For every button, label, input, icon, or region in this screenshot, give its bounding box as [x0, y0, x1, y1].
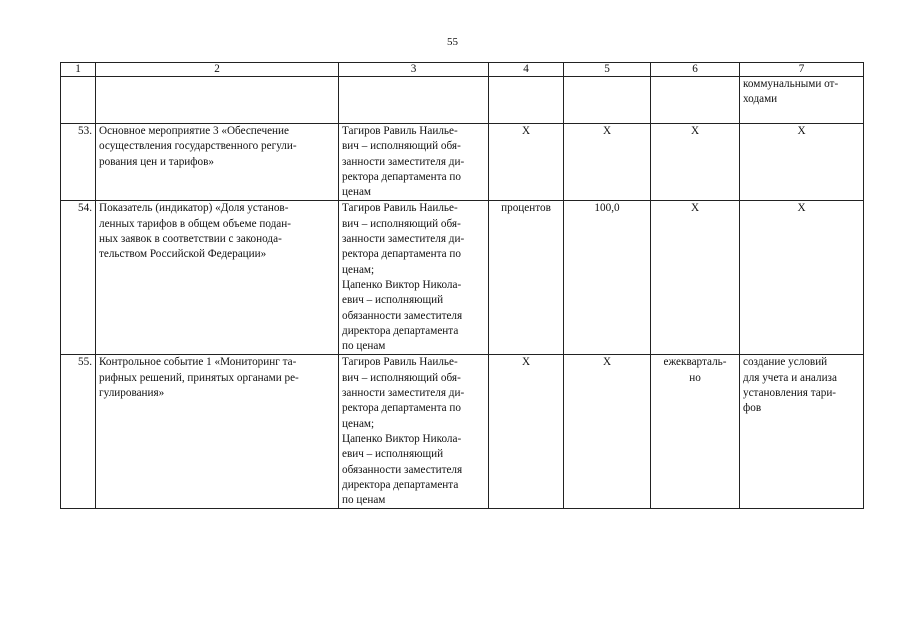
period-cell — [651, 77, 740, 124]
cell-line: Х — [797, 202, 806, 215]
cell-line: тельством Российской Федерации» — [99, 248, 267, 261]
responsible-cell — [339, 355, 489, 509]
unit-cell: Х — [489, 124, 564, 201]
responsible-cell — [339, 77, 489, 124]
cell-line: директора департамента — [342, 324, 459, 337]
cell-line: по ценам — [342, 340, 386, 353]
period-cell — [651, 201, 740, 355]
cell-line: обязанности заместителя — [342, 463, 463, 476]
column-header: 4 — [489, 63, 564, 77]
cell-line: вич – исполняющий обя- — [342, 217, 461, 230]
cell-line: Тагиров Равиль Наилье- — [342, 356, 458, 369]
row-number: 55. — [61, 355, 96, 509]
cell-line: для учета и анализа — [743, 371, 837, 384]
cell-line: фов — [743, 402, 762, 415]
result-cell — [740, 201, 864, 355]
event-name-cell — [96, 77, 339, 124]
cell-line: по ценам — [342, 494, 386, 507]
cell-line: Тагиров Равиль Наилье- — [342, 202, 458, 215]
cell-line: Тагиров Равиль Наилье- — [342, 125, 458, 137]
row-number: 54. — [61, 201, 96, 355]
responsible-cell — [339, 201, 489, 355]
cell-line: занности заместителя ди- — [342, 233, 465, 246]
unit-cell — [489, 77, 564, 124]
table-row — [61, 124, 864, 201]
cell-line: коммунальными от- — [743, 78, 839, 90]
cell-line: Контрольное событие 1 «Мониторинг та- — [99, 356, 297, 369]
result-cell — [740, 124, 864, 201]
cell-line: вич – исполняющий обя- — [342, 371, 461, 384]
event-name-cell — [96, 355, 339, 509]
column-header: 5 — [564, 63, 651, 77]
cell-line: ценам; — [342, 263, 375, 276]
column-header: 6 — [651, 63, 740, 77]
row-number: 53. — [61, 124, 96, 201]
cell-line: но — [689, 371, 701, 384]
cell-line: ценам — [342, 186, 371, 199]
cell-line: ректора департамента по — [342, 170, 461, 183]
cell-line: занности заместителя ди- — [342, 155, 465, 168]
column-header: 2 — [96, 63, 339, 77]
cell-line: Основное мероприятие 3 «Обеспечение — [99, 125, 289, 137]
cell-line: евич – исполняющий — [342, 448, 444, 461]
unit-cell: Х — [489, 355, 564, 509]
cell-line: ректора департамента по — [342, 248, 461, 261]
cell-line: установления тари- — [743, 387, 837, 400]
table-row — [61, 201, 864, 355]
value-cell — [564, 77, 651, 124]
cell-line: евич – исполняющий — [342, 294, 444, 307]
value-cell: Х — [564, 124, 651, 201]
cell-line: ежекварталь- — [663, 356, 727, 369]
column-header: 1 — [61, 63, 96, 77]
responsible-cell — [339, 124, 489, 201]
cell-line: ленных тарифов в общем объеме подан- — [99, 217, 291, 230]
cell-line: ходами — [743, 93, 778, 106]
value-cell: 100,0 — [564, 201, 651, 355]
period-cell — [651, 355, 740, 509]
cell-line: Х — [690, 125, 700, 137]
cell-line: рифных решений, принятых органами ре- — [99, 371, 299, 384]
cell-line: Х — [690, 202, 700, 215]
cell-line: Цапенко Виктор Никола- — [342, 432, 462, 445]
cell-line: Цапенко Виктор Никола- — [342, 278, 462, 291]
page-number: 55 — [447, 36, 458, 48]
value-cell: Х — [564, 355, 651, 509]
table-row — [61, 355, 864, 509]
period-cell — [651, 124, 740, 201]
unit-cell: процентов — [489, 201, 564, 355]
column-header: 3 — [339, 63, 489, 77]
cell-line: вич – исполняющий обя- — [342, 140, 461, 153]
cell-line: занности заместителя ди- — [342, 387, 465, 400]
column-header: 7 — [740, 63, 864, 77]
cell-line: ценам; — [342, 417, 375, 430]
column-numbers-row — [61, 63, 864, 77]
cell-line: осуществления государственного регули- — [99, 140, 297, 153]
cell-line: директора департамента — [342, 478, 459, 491]
cell-line: ных заявок в соответствии с законода- — [99, 233, 282, 246]
result-cell — [740, 77, 864, 124]
event-name-cell — [96, 201, 339, 355]
row-number — [61, 77, 96, 124]
plan-table — [60, 62, 864, 509]
cell-line: рования цен и тарифов» — [99, 155, 215, 168]
table-row — [61, 77, 864, 124]
cell-line: создание условий — [743, 356, 828, 369]
cell-line: гулирования» — [99, 387, 165, 400]
event-name-cell — [96, 124, 339, 201]
result-cell — [740, 355, 864, 509]
cell-line: Х — [797, 125, 806, 137]
cell-line: Показатель (индикатор) «Доля установ- — [99, 202, 289, 215]
cell-line: ректора департамента по — [342, 402, 461, 415]
cell-line: обязанности заместителя — [342, 309, 463, 322]
